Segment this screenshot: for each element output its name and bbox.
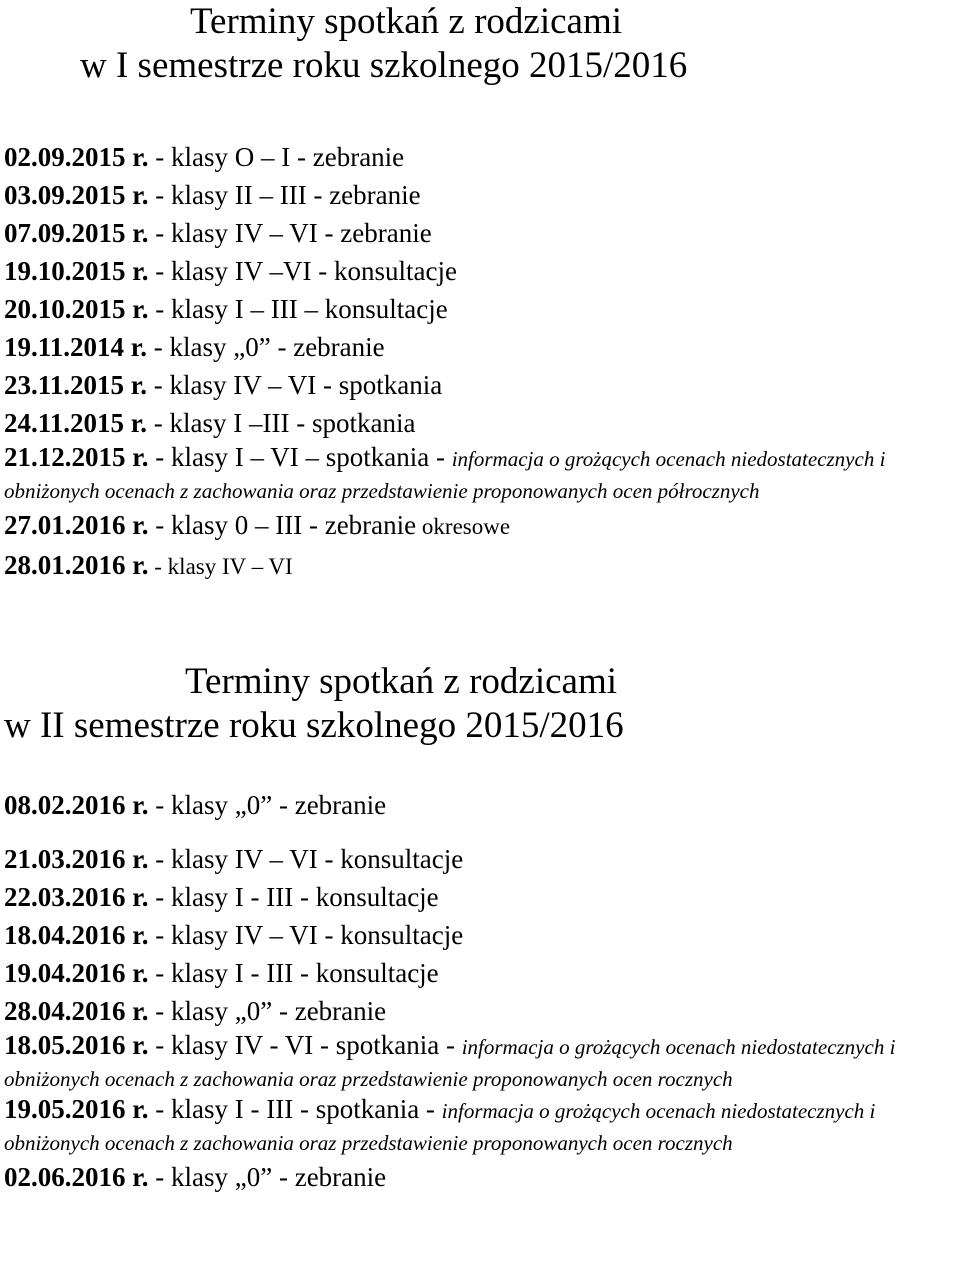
meeting-description: - klasy I - III - konsultacje	[148, 958, 439, 988]
meeting-date: 19.05.2016 r.	[4, 1094, 149, 1124]
list-spacer	[4, 824, 956, 840]
meeting-date: 03.09.2015 r.	[4, 180, 149, 210]
meeting-date: 23.11.2015 r.	[4, 370, 148, 400]
meeting-entry	[4, 404, 956, 442]
meeting-date: 27.01.2016 r.	[4, 510, 149, 540]
meeting-date: 18.04.2016 r.	[4, 920, 149, 950]
meeting-date: 24.11.2015 r.	[4, 408, 148, 438]
meeting-entry	[4, 506, 956, 546]
meeting-entry	[4, 442, 956, 506]
meeting-entry	[4, 1094, 956, 1158]
meeting-note: informacja o grożących ocenach niedostatecznych i obniżonych ocenach z zachowania oraz przedstawienie proponowanych ocen rocznych	[4, 1035, 896, 1091]
meeting-entry	[4, 138, 956, 176]
meeting-description: - klasy II – III - zebranie	[148, 180, 421, 210]
meeting-description: - klasy IV –VI - konsultacje	[148, 256, 457, 286]
meeting-description: - klasy IV – VI - konsultacje	[148, 844, 464, 874]
semester1-title-line2: w I semestrze roku szkolnego 2015/2016	[80, 45, 688, 86]
meeting-date: 21.12.2015 r.	[4, 442, 149, 472]
semester1-title	[0, 0, 960, 88]
meeting-entry	[4, 176, 956, 214]
meeting-entry	[4, 992, 956, 1030]
meeting-entry	[4, 366, 956, 404]
meeting-description: - klasy I – III – konsultacje	[148, 294, 448, 324]
meeting-entry	[4, 840, 956, 878]
semester2-title-line1: Terminy spotkań z rodzicami	[185, 661, 618, 702]
meeting-description: - klasy IV – VI - konsultacje	[148, 920, 464, 950]
meeting-suffix: okresowe	[416, 514, 511, 539]
meeting-description: - klasy „0” - zebranie	[148, 790, 387, 820]
meeting-entry	[4, 546, 956, 586]
meeting-entry	[4, 786, 956, 824]
meeting-entry	[4, 878, 956, 916]
meeting-date: 02.09.2015 r.	[4, 142, 149, 172]
meeting-entry	[4, 290, 956, 328]
meeting-description: - klasy IV – VI - zebranie	[148, 218, 432, 248]
meeting-note: informacja o grożących ocenach niedostatecznych i obniżonych ocenach z zachowania oraz przedstawienie proponowanych ocen półrocznych	[4, 447, 886, 503]
meeting-entry	[4, 252, 956, 290]
meeting-date: 21.03.2016 r.	[4, 844, 149, 874]
meeting-entry	[4, 214, 956, 252]
meeting-description: - klasy I –III - spotkania	[147, 408, 416, 438]
meeting-description: - klasy I – VI – spotkania -	[148, 442, 452, 472]
meeting-date: 20.10.2015 r.	[4, 294, 149, 324]
meeting-description: - klasy I - III - konsultacje	[148, 882, 439, 912]
meeting-description: - klasy O – I - zebranie	[148, 142, 405, 172]
meeting-entry	[4, 954, 956, 992]
meeting-date: 22.03.2016 r.	[4, 882, 149, 912]
meeting-description: - klasy „0” - zebranie	[148, 1162, 387, 1192]
semester2-title	[0, 660, 960, 748]
meeting-date: 08.02.2016 r.	[4, 790, 149, 820]
meeting-entry	[4, 916, 956, 954]
meeting-date: 18.05.2016 r.	[4, 1030, 149, 1060]
semester2-meeting-list	[4, 786, 956, 1196]
meeting-date: 28.04.2016 r.	[4, 996, 149, 1026]
meeting-entry	[4, 328, 956, 366]
meeting-description: - klasy IV – VI - spotkania	[147, 370, 443, 400]
meeting-note: informacja o grożących ocenach niedostatecznych i obniżonych ocenach z zachowania oraz przedstawienie proponowanych ocen rocznych	[4, 1099, 876, 1155]
meeting-description: - klasy I - III - spotkania -	[148, 1094, 442, 1124]
meeting-description: - klasy IV – VI	[148, 554, 293, 579]
meeting-description: - klasy „0” - zebranie	[148, 996, 387, 1026]
meeting-date: 07.09.2015 r.	[4, 218, 149, 248]
meeting-description: - klasy IV - VI - spotkania -	[148, 1030, 462, 1060]
meeting-entry	[4, 1030, 956, 1094]
meeting-date: 19.11.2014 r.	[4, 332, 148, 362]
semester2-title-line2: w II semestrze roku szkolnego 2015/2016	[4, 705, 624, 746]
meeting-date: 19.10.2015 r.	[4, 256, 149, 286]
semester1-title-line1: Terminy spotkań z rodzicami	[190, 1, 623, 42]
meeting-description: - klasy „0” - zebranie	[147, 332, 385, 362]
meeting-date: 28.01.2016 r.	[4, 550, 149, 580]
meeting-date: 19.04.2016 r.	[4, 958, 149, 988]
semester1-meeting-list	[4, 138, 956, 586]
meeting-date: 02.06.2016 r.	[4, 1162, 149, 1192]
meeting-description: - klasy 0 – III - zebranie	[148, 510, 417, 540]
meeting-entry	[4, 1158, 956, 1196]
